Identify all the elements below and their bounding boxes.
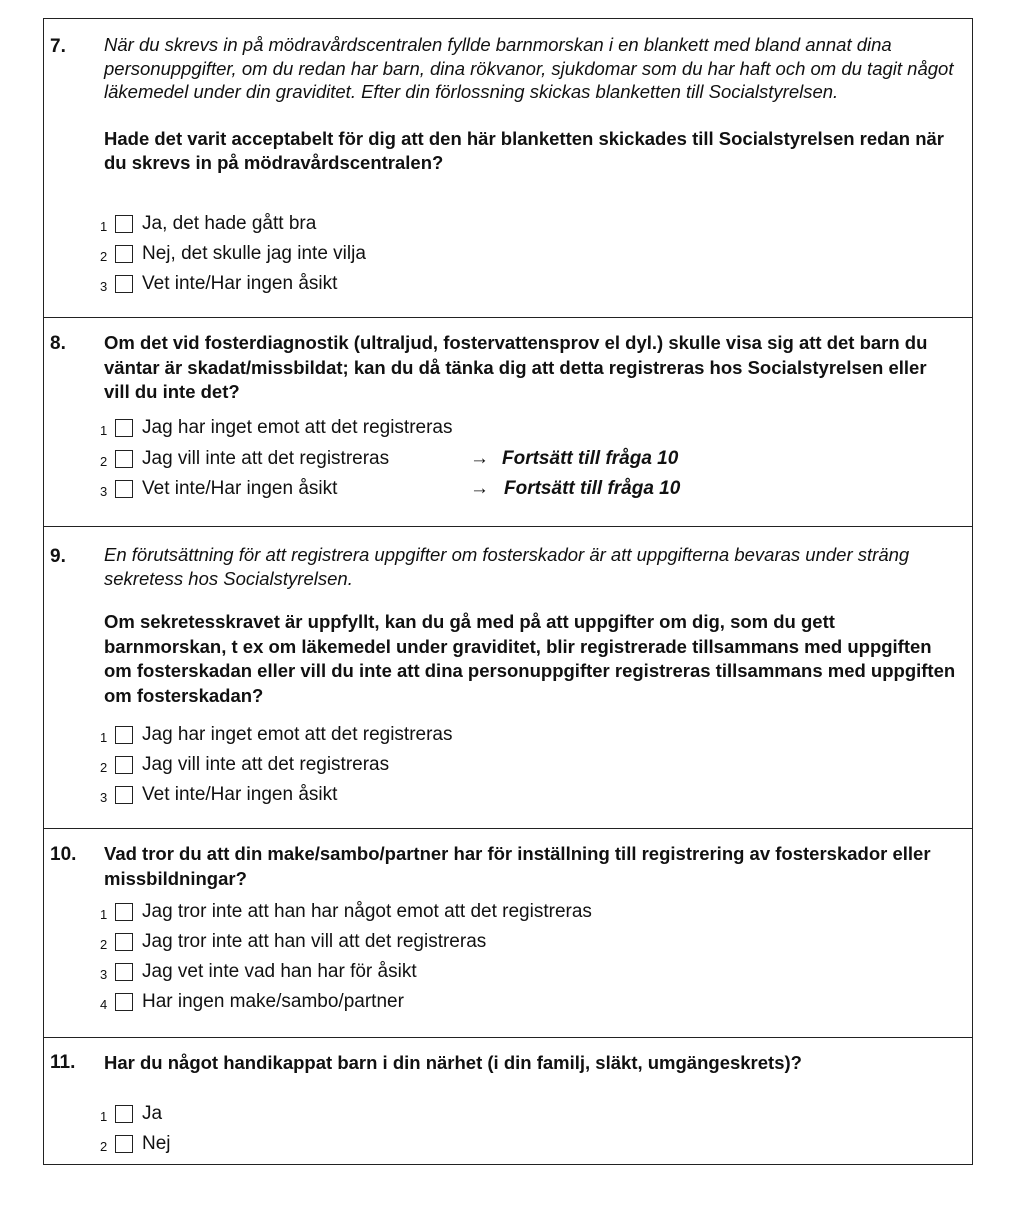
- questionnaire-form: [43, 18, 973, 1165]
- option-number: 1: [100, 422, 108, 438]
- question-8: [44, 317, 972, 527]
- option-3[interactable]: [100, 780, 337, 810]
- option-number: 3: [100, 483, 108, 499]
- checkbox[interactable]: [115, 933, 133, 951]
- question-number: 9.: [50, 546, 66, 567]
- option-number: 2: [100, 759, 108, 775]
- option-label: Ja: [142, 1103, 163, 1124]
- option-number: 1: [100, 1108, 108, 1124]
- skip-instruction: Fortsätt till fråga 10: [502, 448, 679, 469]
- option-label: Jag har inget emot att det registreras: [142, 417, 453, 438]
- checkbox[interactable]: [115, 963, 133, 981]
- question-number: 11.: [50, 1052, 76, 1073]
- option-3[interactable]: [100, 269, 337, 299]
- checkbox[interactable]: [115, 215, 133, 233]
- option-label: Vet inte/Har ingen åsikt: [142, 273, 338, 294]
- question-11: [44, 1037, 972, 1164]
- option-label: Jag har inget emot att det registreras: [142, 724, 453, 745]
- option-number: 3: [100, 789, 108, 805]
- checkbox[interactable]: [115, 993, 133, 1011]
- option-4[interactable]: [100, 987, 404, 1017]
- question-text: Om det vid fosterdiagnostik (ultraljud, fostervattensprov el dyl.) skulle visa sig att det barn du väntar är skadat/missbildat; kan du då tänka dig att detta registreras hos Socialstyrelsen eller vill du inte det?: [104, 332, 928, 402]
- option-number: 4: [100, 996, 108, 1012]
- checkbox[interactable]: [115, 1105, 133, 1123]
- option-number: 1: [100, 729, 108, 745]
- option-2[interactable]: [100, 239, 366, 269]
- option-label: Jag vill inte att det registreras: [142, 448, 390, 469]
- checkbox[interactable]: [115, 480, 133, 498]
- arrow-icon: →: [470, 448, 489, 469]
- option-2[interactable]: [100, 1129, 171, 1159]
- checkbox[interactable]: [115, 1135, 133, 1153]
- option-label: Har ingen make/sambo/partner: [142, 991, 404, 1012]
- option-number: 3: [100, 966, 108, 982]
- option-2[interactable]: [100, 750, 389, 780]
- checkbox[interactable]: [115, 245, 133, 263]
- option-3[interactable]: [100, 474, 800, 504]
- option-number: 1: [100, 906, 108, 922]
- option-2[interactable]: [100, 444, 800, 474]
- option-label: Ja, det hade gått bra: [142, 213, 317, 234]
- option-1[interactable]: [100, 1099, 162, 1129]
- option-1[interactable]: [100, 413, 453, 443]
- option-label: Nej, det skulle jag inte vilja: [142, 243, 366, 264]
- question-10: [44, 828, 972, 1038]
- option-3[interactable]: [100, 957, 417, 987]
- checkbox[interactable]: [115, 450, 133, 468]
- option-number: 2: [100, 453, 108, 469]
- option-1[interactable]: [100, 209, 316, 239]
- option-1[interactable]: [100, 720, 453, 750]
- question-text: Hade det varit acceptabelt för dig att den här blanketten skickades till Socialstyrelsen redan när du skrevs in på mödravårdscentralen?: [104, 127, 944, 173]
- checkbox[interactable]: [115, 756, 133, 774]
- question-intro: En förutsättning för att registrera uppgifter om fosterskador är att uppgifterna bevaras under sträng sekretess hos Socialstyrelsen.: [104, 544, 910, 589]
- option-number: 1: [100, 218, 108, 234]
- arrow-icon: →: [470, 478, 489, 499]
- question-number: 7.: [50, 36, 66, 57]
- question-text: Har du något handikappat barn i din närhet (i din familj, släkt, umgängeskrets)?: [104, 1052, 802, 1073]
- checkbox[interactable]: [115, 275, 133, 293]
- option-label: Jag tror inte att han har något emot att det registreras: [142, 901, 592, 922]
- question-intro: När du skrevs in på mödravårdscentralen fyllde barnmorskan i en blankett med bland annat dina personuppgifter, om du redan har barn, dina rökvanor, sjukdomar som du har haft och om du tagit något läkemedel under din graviditet. Efter din förlossning skickas blanketten till Socialstyrelsen.: [104, 34, 954, 102]
- option-label: Nej: [142, 1133, 171, 1154]
- question-number: 10.: [50, 844, 77, 865]
- option-number: 2: [100, 248, 108, 264]
- option-label: Jag tror inte att han vill att det registreras: [142, 931, 487, 952]
- question-number: 8.: [50, 333, 66, 354]
- question-9: [44, 526, 972, 829]
- option-number: 2: [100, 936, 108, 952]
- option-number: 2: [100, 1138, 108, 1154]
- option-label: Jag vet inte vad han har för åsikt: [142, 961, 417, 982]
- question-7: [44, 19, 972, 318]
- checkbox[interactable]: [115, 419, 133, 437]
- question-text: Vad tror du att din make/sambo/partner har för inställning till registrering av fosterskador eller missbildningar?: [104, 843, 931, 889]
- option-label: Jag vill inte att det registreras: [142, 754, 390, 775]
- checkbox[interactable]: [115, 726, 133, 744]
- option-label: Vet inte/Har ingen åsikt: [142, 784, 338, 805]
- option-label: Vet inte/Har ingen åsikt: [142, 478, 338, 499]
- question-text: Om sekretesskravet är uppfyllt, kan du gå med på att uppgifter om dig, som du gett barnmorskan, t ex om läkemedel under graviditet, blir registrerade tillsammans med uppgiften om fosterskadan eller vill du inte att dina personuppgifter registreras tillsammans med uppgiften om fosterskadan?: [104, 611, 956, 706]
- option-number: 3: [100, 278, 108, 294]
- option-1[interactable]: [100, 897, 592, 927]
- option-2[interactable]: [100, 927, 486, 957]
- checkbox[interactable]: [115, 903, 133, 921]
- checkbox[interactable]: [115, 786, 133, 804]
- skip-instruction: Fortsätt till fråga 10: [504, 478, 681, 499]
